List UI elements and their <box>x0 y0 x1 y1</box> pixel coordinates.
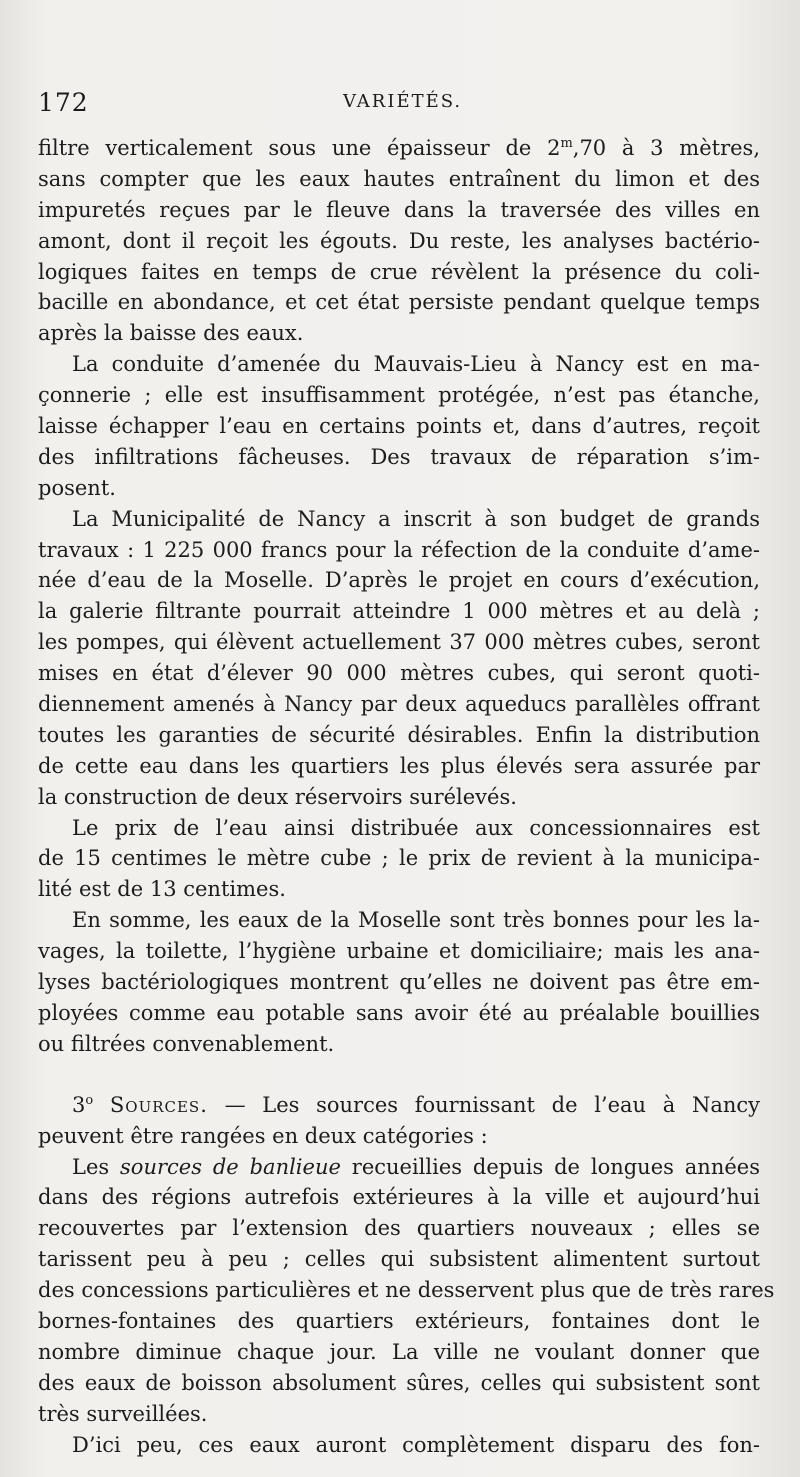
text-line: tarissent peu à peu ; celles qui subsistent alimentent surtout <box>38 1247 760 1272</box>
ordinal-mark: o <box>85 1092 94 1108</box>
text-line: des infiltrations fâcheuses. Des travaux de réparation s’im- <box>38 444 760 469</box>
text-line: D’ici peu, ces eaux auront complètement disparu des fon- <box>72 1432 760 1457</box>
text-line: Le prix de l’eau ainsi distribuée aux concessionnaires est <box>72 815 760 840</box>
body-text <box>38 133 775 1460</box>
text-line: diennement amenés à Nancy par deux aqueducs parallèles offrant <box>38 692 760 717</box>
section-number: 3 <box>72 1092 86 1117</box>
text-line: de 15 centimes le mètre cube ; le prix de revient à la municipa- <box>38 846 760 871</box>
text-line: nombre diminue chaque jour. La ville ne voulant donner que <box>38 1339 760 1364</box>
text-line: Les sources de banlieue recueillies depuis de longues années <box>72 1154 760 1179</box>
text-line: ou filtrées convenablement. <box>38 1031 335 1056</box>
running-title: VARIÉTÉS. <box>343 91 463 112</box>
text-line: çonnerie ; elle est insuffisamment protégée, n’est pas étanche, <box>38 383 760 408</box>
text-line: dans des régions autrefois extérieures à la ville et aujourd’hui <box>38 1185 760 1210</box>
text-line: la galerie filtrante pourrait atteindre 1 000 mètres et au delà ; <box>38 599 760 624</box>
text-line: lyses bactériologiques montrent qu’elles ne doivent pas être em- <box>38 970 760 995</box>
italic-term: sources de banlieue <box>120 1154 341 1179</box>
text-line: vages, la toilette, l’hygiène urbaine et domiciliaire; mais les ana- <box>38 939 760 964</box>
text-line: les pompes, qui élèvent actuellement 37 000 mètres cubes, seront <box>38 630 760 655</box>
running-head <box>38 88 758 118</box>
text-line: lité est de 13 centimes. <box>38 877 286 902</box>
text-line: travaux : 1 225 000 francs pour la réfection de la conduite d’ame- <box>38 537 760 562</box>
section-title: Sources. <box>109 1092 208 1117</box>
text-line: La Municipalité de Nancy a inscrit à son budget de grands <box>72 506 760 531</box>
text-line: ployées comme eau potable sans avoir été au préalable bouillies <box>38 1000 760 1025</box>
text-line: très surveillées. <box>38 1401 208 1426</box>
text-line: bornes-fontaines des quartiers extérieurs, fontaines dont le <box>38 1308 760 1333</box>
text-line: des eaux de boisson absolument sûres, celles qui subsistent sont <box>38 1370 760 1395</box>
text-line: des concessions particulières et ne desservent plus que de très rares <box>38 1278 775 1303</box>
text-line: née d’eau de la Moselle. D’après le projet en cours d’exécution, <box>38 568 760 593</box>
text-line: En somme, les eaux de la Moselle sont très bonnes pour les la- <box>72 908 760 933</box>
text-line: laisse échapper l’eau en certains points et, dans d’autres, reçoit <box>38 414 760 439</box>
text-line: après la baisse des eaux. <box>38 321 304 346</box>
superscript-unit: m <box>560 136 573 151</box>
text-line: mises en état d’élever 90 000 mètres cubes, qui seront quoti- <box>38 661 760 686</box>
text-line: la construction de deux réservoirs surélevés. <box>38 784 517 809</box>
text-line: de cette eau dans les quartiers les plus élevés sera assurée par <box>38 753 760 778</box>
text-line: sans compter que les eaux hautes entraînent du limon et des <box>38 166 760 191</box>
page-number: 172 <box>38 88 89 117</box>
text-line: filtre verticalement sous une épaisseur de 2$^m$,70 à 3 mètres, <box>38 136 760 160</box>
text-line: toutes les garanties de sécurité désirables. Enfin la distribution <box>38 722 760 747</box>
text-line: bacille en abondance, et cet état persiste pendant quelque temps <box>38 290 760 315</box>
text-line: impuretés reçues par le fleuve dans la traversée des villes en <box>38 197 760 222</box>
text-line: logiques faites en temps de crue révèlent la présence du coli- <box>38 259 760 284</box>
text-line: peuvent être rangées en deux catégories : <box>38 1123 488 1148</box>
text-line: recouvertes par l’extension des quartiers nouveaux ; elles se <box>38 1216 760 1241</box>
text-line: La conduite d’amenée du Mauvais-Lieu à Nancy est en ma- <box>72 352 760 377</box>
text-line: posent. <box>38 475 116 500</box>
text-line: amont, dont il reçoit les égouts. Du reste, les analyses bactério- <box>38 228 760 253</box>
section-heading-line: 3$^o$ Sources. — Les sources fournissant de l’eau à Nancy <box>72 1092 760 1117</box>
